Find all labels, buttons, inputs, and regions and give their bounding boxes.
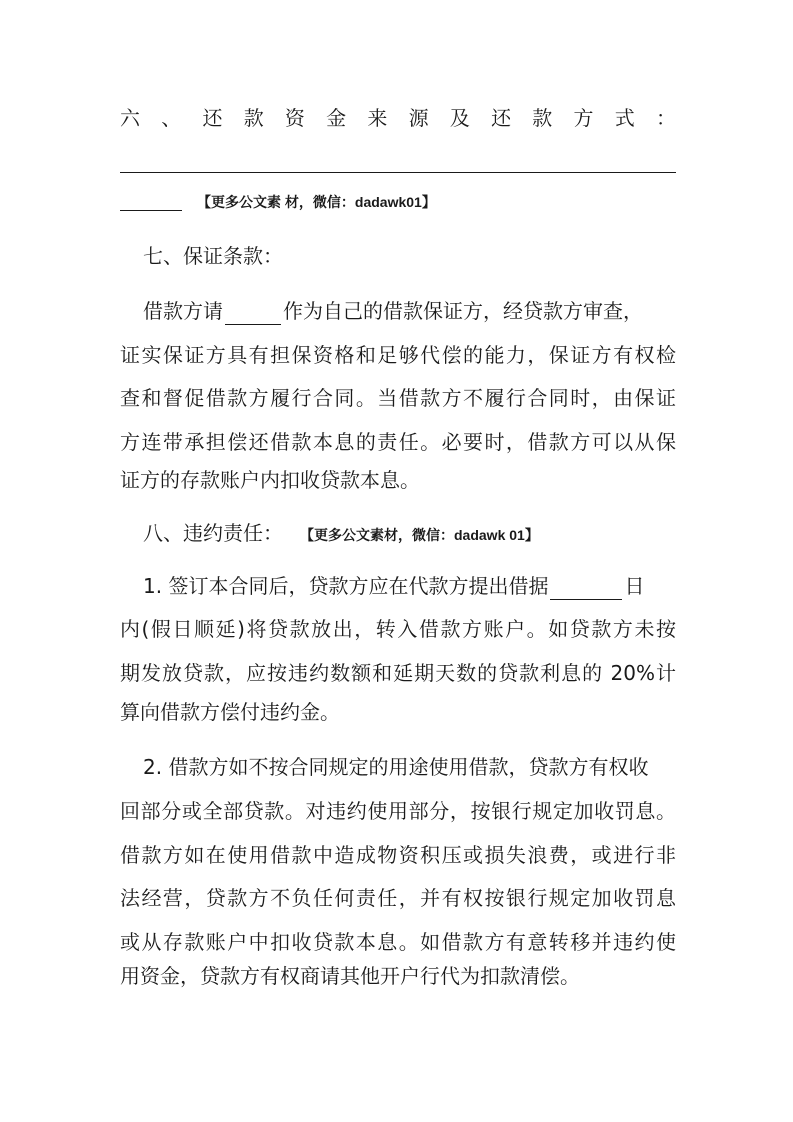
item-1-line-1-a: 1. 签订本合同后，贷款方应在代款方提出借据	[143, 574, 549, 598]
section-6-heading: 六 、 还 款 资 金 来 源 及 还 款 方 式 ：	[120, 106, 676, 130]
blank-line-short	[120, 210, 182, 211]
section-7-line-1	[143, 297, 676, 325]
section-7-line-3: 查和督促借款方履行合同。当借款方不履行合同时，由保证	[120, 386, 676, 410]
section-8-heading: 八、违约责任：	[143, 521, 283, 545]
section-7-heading: 七、保证条款：	[143, 244, 283, 268]
blank-line-long	[120, 172, 676, 173]
section-6-note: 【更多公文素 材，微信：dadawk01】	[197, 194, 436, 210]
section-7-line-5: 证方的存款账户内扣收贷款本息。	[120, 468, 420, 492]
item-1-line-4: 算向借款方偿付违约金。	[120, 700, 340, 724]
item-2-line-3: 借款方如在使用借款中造成物资积压或损失浪费，或进行非	[120, 843, 676, 867]
date-blank	[550, 577, 622, 600]
item-1-line-3: 期发放贷款，应按违约数额和延期天数的贷款利息的 20%计	[120, 661, 676, 685]
section-7-line-2: 证实保证方具有担保资格和足够代偿的能力，保证方有权检	[120, 343, 676, 367]
section-7-line-1-a: 借款方请	[143, 299, 223, 323]
item-1-line-2: 内(假日顺延)将贷款放出，转入借款方账户。如贷款方未按	[120, 617, 676, 641]
item-2-line-5: 或从存款账户中扣收贷款本息。如借款方有意转移并违约使	[120, 930, 676, 954]
item-2-line-4: 法经营，贷款方不负任何责任，并有权按银行规定加收罚息	[120, 886, 676, 910]
item-2-line-2: 回部分或全部贷款。对违约使用部分，按银行规定加收罚息。	[120, 799, 676, 823]
section-8-note: 【更多公文素材，微信：dadawk 01】	[300, 527, 539, 543]
item-1-line-1-b: 日	[624, 574, 645, 598]
item-2-line-6: 用资金，贷款方有权商请其他开户行代为扣款清偿。	[120, 964, 580, 988]
guarantor-blank	[225, 302, 281, 325]
item-1-line-1	[143, 572, 676, 600]
section-7-line-1-b: 作为自己的借款保证方，经贷款方审查，	[283, 299, 643, 323]
item-2-line-1: 2. 借款方如不按合同规定的用途使用借款，贷款方有权收	[143, 755, 649, 779]
section-7-line-4: 方连带承担偿还借款本息的责任。必要时，借款方可以从保	[120, 430, 676, 454]
